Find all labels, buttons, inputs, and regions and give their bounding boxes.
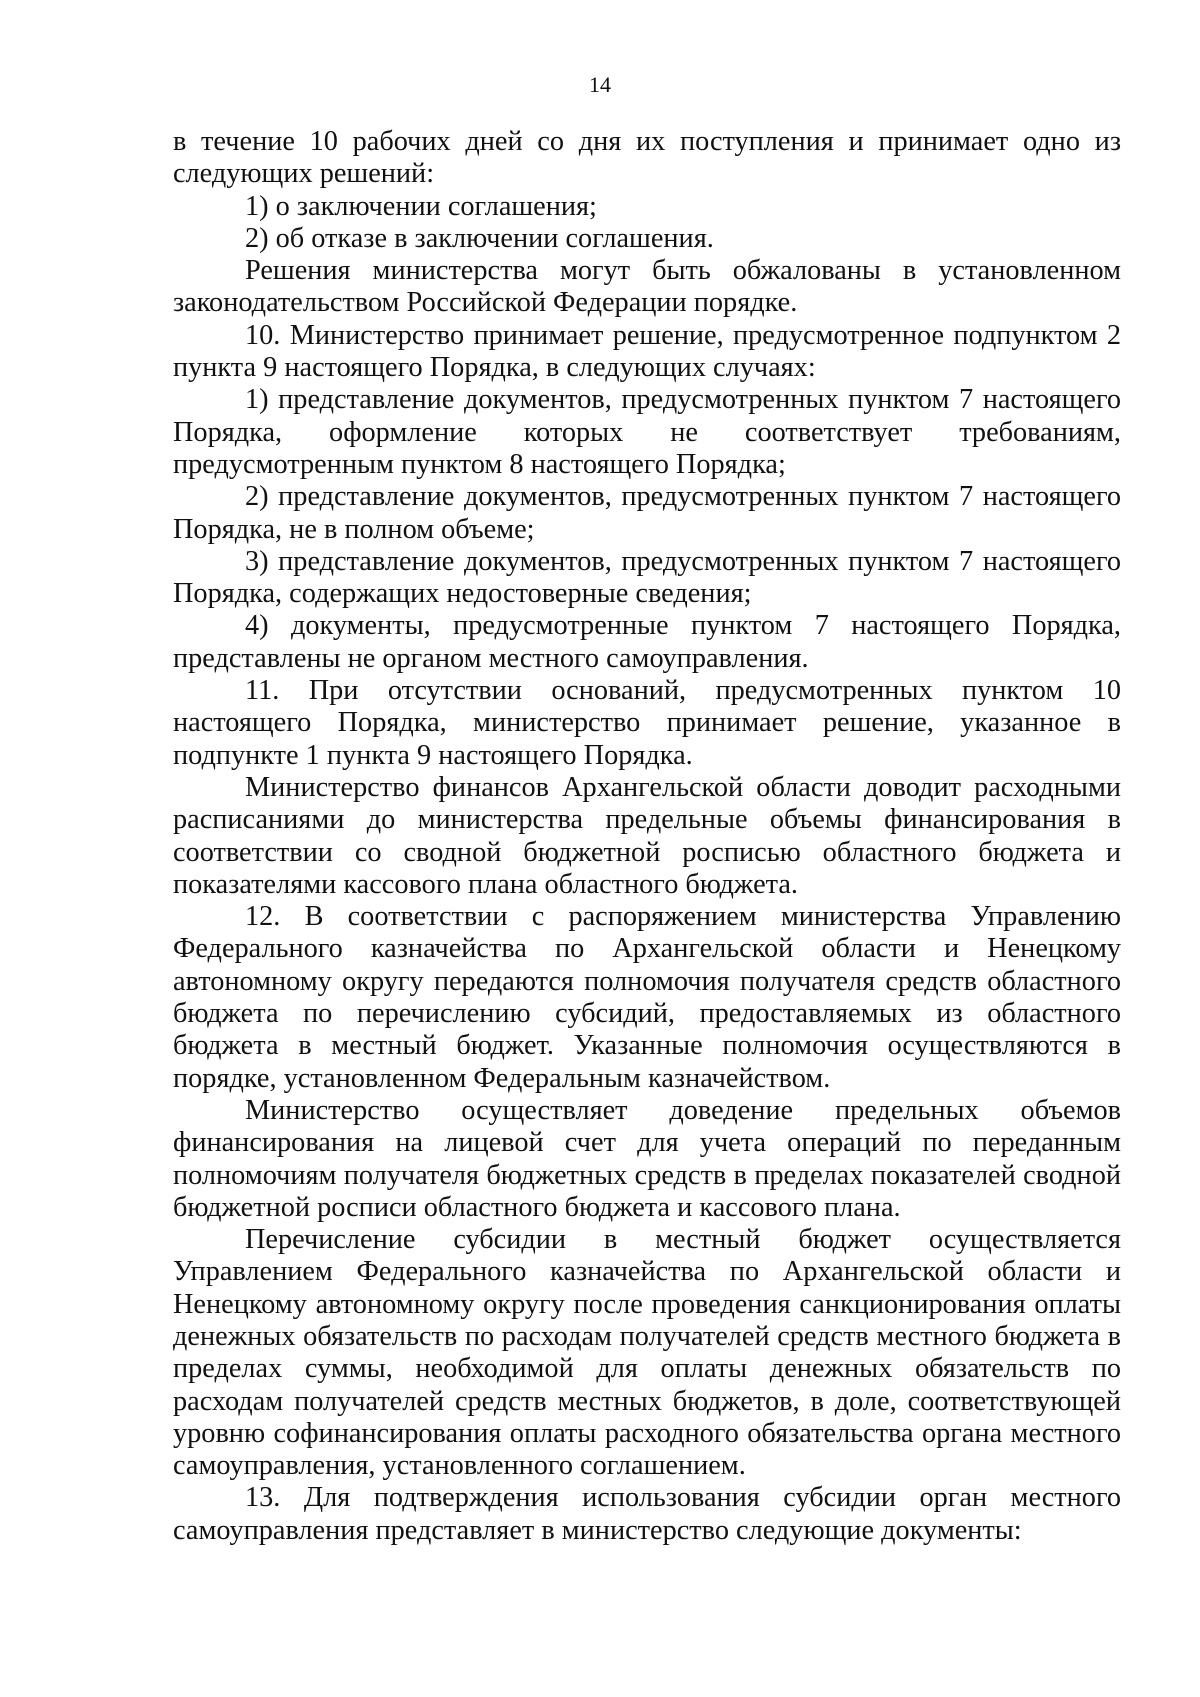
paragraph-option-1: 1) о заключении соглашения; [245, 190, 597, 222]
paragraph-clause-11: 11. При отсутствии оснований, предусмотренных пунктом 10 настоящего Порядка, министерство принимает решение, указанное в подпункте 1 пункта 9 настоящего Порядка. [173, 675, 1121, 771]
paragraph-funding-limits: Министерство осуществляет доведение предельных объемов финансирования на лицевой счет для учета операций по переданным полномочиям получателя бюджетных средств в пределах показателей сводной бюджетной росписи областного бюджета и кассового плана. [173, 1094, 1121, 1223]
paragraph-continuation: в течение 10 рабочих дней со дня их поступления и принимает одно из следующих решений: [173, 126, 1121, 190]
paragraph-clause-10-item-2: 2) представление документов, предусмотренных пунктом 7 настоящего Порядка, не в полном объеме; [173, 481, 1121, 545]
paragraph-subsidy-transfer: Перечисление субсидии в местный бюджет осуществляется Управлением Федерального казначейства по Архангельской области и Ненецкому автономному округу после проведения санкционирования оплаты денежных обязательств по расходам получателей средств местного бюджета в пределах суммы, необходимой для оплаты денежных обязательств по расходам получателей средств местных бюджетов, в доле, соответствующей уровню софинансирования оплаты расходного обязательства органа местного самоуправления, установленного соглашением. [173, 1224, 1121, 1482]
paragraph-option-2: 2) об отказе в заключении соглашения. [245, 222, 714, 254]
paragraph-clause-10-item-4: 4) документы, предусмотренные пунктом 7 настоящего Порядка, представлены не органом местного самоуправления. [173, 610, 1121, 674]
paragraph-clause-10: 10. Министерство принимает решение, предусмотренное подпунктом 2 пункта 9 настоящего Порядка, в следующих случаях: [173, 319, 1121, 384]
paragraph-finance-ministry: Министерство финансов Архангельской области доводит расходными расписаниями до министерства предельные объемы финансирования в соответствии со сводной бюджетной росписью областного бюджета и показателями кассового плана областного бюджета. [173, 771, 1121, 900]
paragraph-appeal: Решения министерства могут быть обжалованы в установленном законодательством Российской Федерации порядке. [173, 255, 1121, 319]
page-number: 14 [589, 72, 611, 97]
paragraph-clause-10-item-1: 1) представление документов, предусмотренных пунктом 7 настоящего Порядка, оформление которых не соответствует требованиям, предусмотренным пунктом 8 настоящего Порядка; [173, 384, 1121, 480]
paragraph-clause-10-item-3: 3) представление документов, предусмотренных пунктом 7 настоящего Порядка, содержащих недостоверные сведения; [173, 545, 1121, 610]
paragraph-clause-13: 13. Для подтверждения использования субсидии орган местного самоуправления представляет в министерство следующие документы: [173, 1482, 1121, 1546]
paragraph-clause-12: 12. В соответствии с распоряжением министерства Управлению Федерального казначейства по Архангельской области и Ненецкому автономному округу передаются полномочия получателя средств областного бюджета по перечислению субсидий, предоставляемых из областного бюджета в местный бюджет. Указанные полномочия осуществляются в порядке, установленном Федеральным казначейством. [173, 901, 1121, 1094]
document-body [173, 126, 1121, 1547]
